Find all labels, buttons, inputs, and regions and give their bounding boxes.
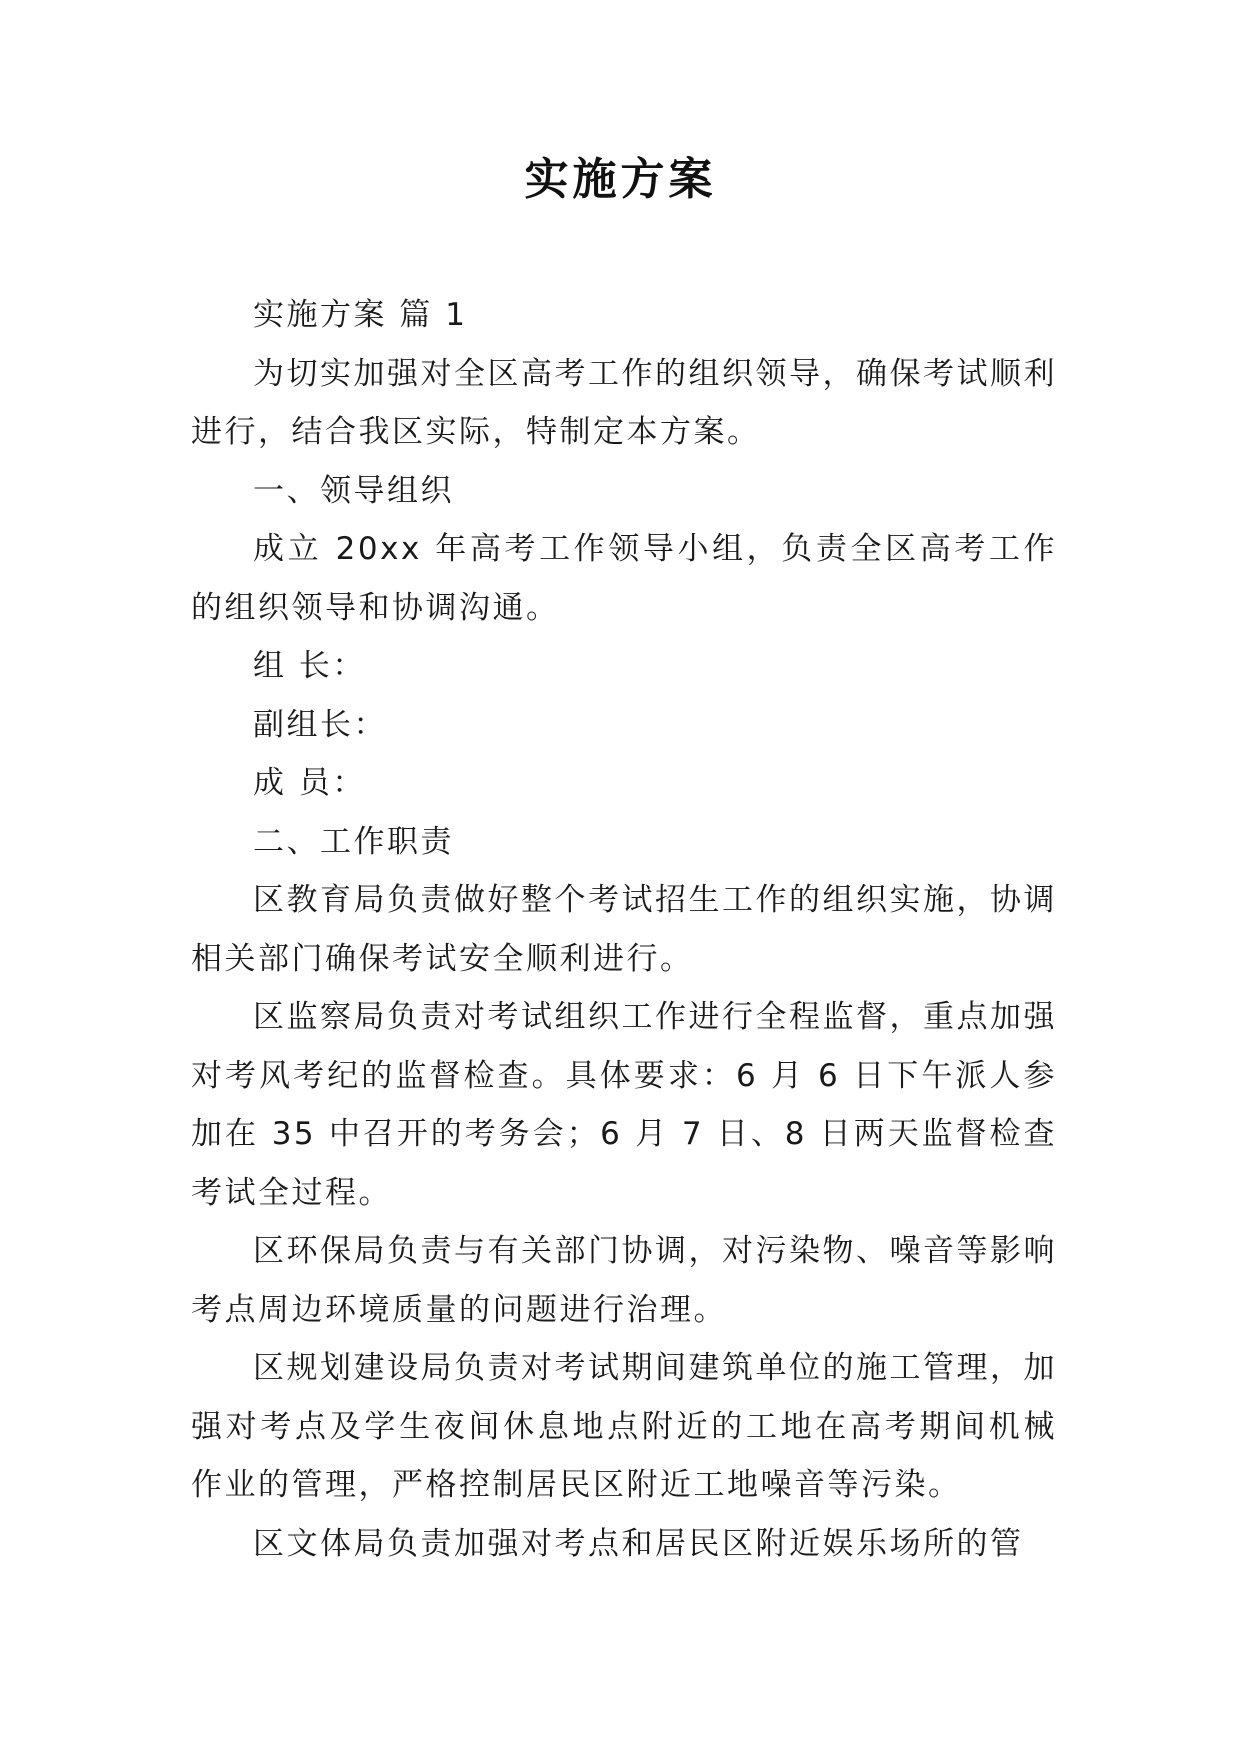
paragraph-intro: 为切实加强对全区高考工作的组织领导，确保考试顺利进行，结合我区实际，特制定本方案。 <box>191 355 1057 450</box>
paragraph-leadership-group: 成立 20xx 年高考工作领导小组，负责全区高考工作的组织领导和协调沟通。 <box>191 531 1057 626</box>
paragraph-culture-bureau: 区文体局负责加强对考点和居民区附近娱乐场所的管 <box>253 1525 1024 1562</box>
section-heading-piece: 实施方案 篇 1 <box>253 297 468 333</box>
section-heading-duties: 二、工作职责 <box>253 823 454 860</box>
document-body <box>191 286 1057 1573</box>
paragraph-environment-bureau: 区环保局负责与有关部门协调，对污染物、噪音等影响考点周边环境质量的问题进行治理。 <box>191 1233 1057 1328</box>
field-deputy-leader: 副组长： <box>253 706 387 743</box>
paragraph-education-bureau: 区教育局负责做好整个考试招生工作的组织实施，协调相关部门确保考试安全顺利进行。 <box>191 882 1057 977</box>
field-members: 成 员： <box>253 765 366 801</box>
section-heading-leadership: 一、领导组织 <box>253 472 454 509</box>
field-group-leader: 组 长： <box>253 648 366 684</box>
paragraph-planning-bureau: 区规划建设局负责对考试期间建筑单位的施工管理，加强对考点及学生夜间休息地点附近的工地在高考期间机械作业的管理，严格控制居民区附近工地噪音等污染。 <box>191 1350 1057 1503</box>
paragraph-supervision-bureau: 区监察局负责对考试组织工作进行全程监督，重点加强对考风考纪的监督检查。具体要求：6 月 6 日下午派人参加在 35 中召开的考务会；6 月 7 日、8 日两天监督检查考试全过程。 <box>191 999 1057 1211</box>
document-title: 实施方案 <box>524 154 717 205</box>
